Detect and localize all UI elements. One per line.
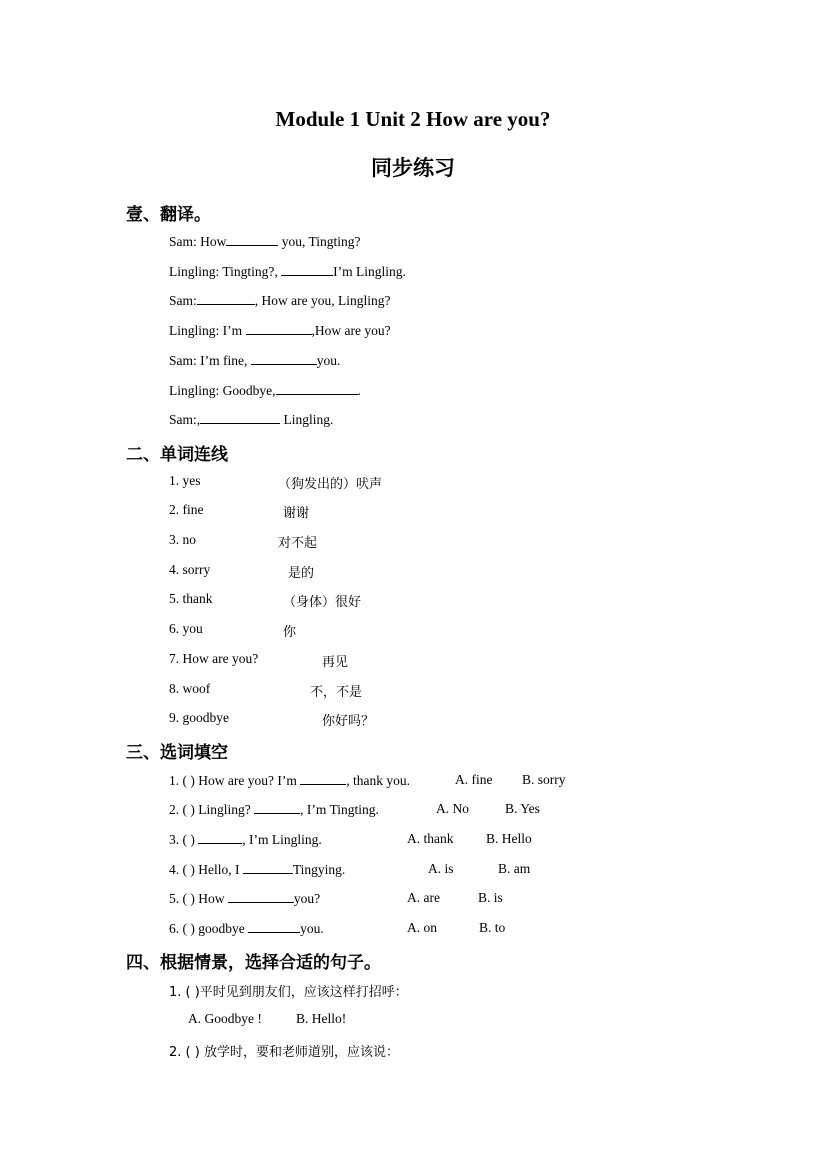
option-a[interactable]: A. are xyxy=(407,890,440,905)
dialog-line xyxy=(169,411,333,428)
answer-blank[interactable] xyxy=(276,382,358,395)
question-text: 6. ( ) goodbye xyxy=(169,921,249,936)
option-a[interactable]: A. thank xyxy=(407,831,454,846)
dialog-text: you, Tingting? xyxy=(278,234,361,249)
question-text: , I’m Tingting. xyxy=(300,802,379,817)
match-left-item[interactable]: 4. sorry xyxy=(169,562,211,577)
section-heading-fill-in: 三、选词填空 xyxy=(126,743,228,763)
dialog-line xyxy=(169,322,391,339)
match-right-item[interactable]: 再见 xyxy=(322,655,349,670)
answer-blank[interactable] xyxy=(248,920,300,933)
dialog-line xyxy=(169,292,390,309)
option-b[interactable]: B. Hello xyxy=(486,831,532,846)
option-b[interactable]: B. am xyxy=(498,861,531,876)
question-text: , I’m Lingling. xyxy=(242,832,322,847)
match-left-item[interactable]: 3. no xyxy=(169,532,196,547)
question-text: you. xyxy=(300,921,324,936)
dialog-line xyxy=(169,233,361,250)
match-right-item[interactable]: 对不起 xyxy=(278,536,318,551)
fill-question xyxy=(169,772,410,789)
dialog-text: ,How are you? xyxy=(311,323,391,338)
fill-question xyxy=(169,861,345,878)
match-right-item[interactable]: 谢谢 xyxy=(283,506,310,521)
answer-blank[interactable] xyxy=(243,861,293,874)
dialog-line xyxy=(169,382,361,399)
match-right-item[interactable]: 你好吗？ xyxy=(322,714,375,729)
fill-question xyxy=(169,890,320,907)
answer-blank[interactable] xyxy=(246,322,312,335)
dialog-text: Lingling: Goodbye, xyxy=(169,383,276,398)
dialog-text: Sam: I’m fine, xyxy=(169,353,251,368)
situation-question: 1. ( )平时见到朋友们，应该这样打招呼： xyxy=(169,985,408,1000)
page-title: Module 1 Unit 2 How are you? xyxy=(275,107,551,131)
option-a[interactable]: A. Goodbye ! xyxy=(188,1011,262,1026)
match-left-item[interactable]: 8. woof xyxy=(169,681,211,696)
question-text: Tingying. xyxy=(292,862,346,877)
answer-blank[interactable] xyxy=(300,772,346,785)
section-heading-matching: 二、单词连线 xyxy=(126,445,228,465)
match-right-item[interactable]: 是的 xyxy=(288,566,315,581)
option-a[interactable]: A. No xyxy=(436,801,469,816)
dialog-line xyxy=(169,263,406,280)
answer-blank[interactable] xyxy=(281,263,333,276)
dialog-text: Lingling: I’m xyxy=(169,323,246,338)
option-b[interactable]: B. to xyxy=(479,920,506,935)
question-text: 4. ( ) Hello, I xyxy=(169,862,243,877)
fill-question xyxy=(169,831,322,848)
option-b[interactable]: B. sorry xyxy=(522,772,566,787)
match-left-item[interactable]: 1. yes xyxy=(169,473,201,488)
question-text: 3. ( ) xyxy=(169,832,199,847)
dialog-text: , How are you, Lingling? xyxy=(254,293,391,308)
match-left-item[interactable]: 7. How are you? xyxy=(169,651,259,666)
match-right-item[interactable]: 你 xyxy=(283,625,297,640)
dialog-text: Lingling: Tingting?, xyxy=(169,264,282,279)
dialog-line xyxy=(169,352,340,369)
match-left-item[interactable]: 9. goodbye xyxy=(169,710,229,725)
match-left-item[interactable]: 6. you xyxy=(169,621,203,636)
match-right-item[interactable]: 不，不是 xyxy=(310,685,363,700)
section-heading-situations: 四、根据情景，选择合适的句子。 xyxy=(126,953,381,973)
option-b[interactable]: B. Yes xyxy=(505,801,540,816)
question-text: 1. ( ) How are you? I’m xyxy=(169,773,301,788)
option-b[interactable]: B. Hello! xyxy=(296,1011,347,1026)
dialog-text: you. xyxy=(316,353,341,368)
dialog-text: . xyxy=(357,383,361,398)
match-right-item[interactable]: （狗发出的）吠声 xyxy=(278,477,383,492)
question-text: you? xyxy=(293,891,321,906)
answer-blank[interactable] xyxy=(200,411,280,424)
option-a[interactable]: A. fine xyxy=(455,772,493,787)
fill-question xyxy=(169,801,379,818)
option-a[interactable]: A. is xyxy=(428,861,454,876)
dialog-text: Lingling. xyxy=(280,412,334,427)
fill-question xyxy=(169,920,324,937)
answer-blank[interactable] xyxy=(226,233,278,246)
dialog-text: I’m Lingling. xyxy=(333,264,406,279)
question-text: , thank you. xyxy=(346,773,410,788)
match-right-item[interactable]: （身体）很好 xyxy=(283,595,362,610)
page-subtitle: 同步练习 xyxy=(371,156,455,180)
answer-blank[interactable] xyxy=(197,292,255,305)
situation-question: 2. ( ) 放学时，要和老师道别，应该说： xyxy=(169,1045,399,1060)
answer-blank[interactable] xyxy=(254,801,300,814)
answer-blank[interactable] xyxy=(228,890,294,903)
section-heading-translation: 壹、翻译。 xyxy=(126,205,211,225)
match-left-item[interactable]: 2. fine xyxy=(169,502,204,517)
answer-blank[interactable] xyxy=(198,831,242,844)
dialog-text: Sam: How xyxy=(169,234,227,249)
match-left-item[interactable]: 5. thank xyxy=(169,591,213,606)
question-text: 5. ( ) How xyxy=(169,891,228,906)
dialog-text: Sam:, xyxy=(169,412,201,427)
option-b[interactable]: B. is xyxy=(478,890,503,905)
option-a[interactable]: A. on xyxy=(407,920,437,935)
answer-blank[interactable] xyxy=(251,352,317,365)
dialog-text: Sam: xyxy=(169,293,197,308)
question-text: 2. ( ) Lingling? xyxy=(169,802,255,817)
